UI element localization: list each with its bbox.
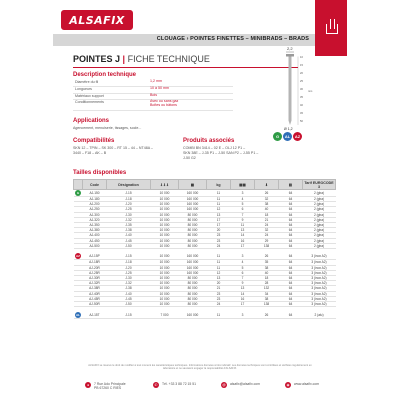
table-cell: 160 000 [179, 207, 207, 212]
table-cell: AJ-30R [83, 275, 107, 280]
scale-label: 10 [300, 56, 303, 59]
table-cell: AJ-200 [83, 202, 107, 207]
table-cell: 10 000 [151, 286, 179, 291]
table-cell: 10 000 [151, 253, 179, 260]
table-cell: 10 000 [151, 190, 179, 197]
table-cell: 64 [279, 243, 303, 248]
spec-value: 10 à 50 mm [148, 87, 233, 94]
table-cell: 160 000 [179, 197, 207, 202]
table-cell: 26 [255, 253, 279, 260]
category-breadcrumb: CLOUAGE › POINTES FINETTES – MINIBRADS – BRADS [156, 36, 309, 42]
table-cell: 80 000 [179, 222, 207, 227]
table-cell: 16 [231, 296, 255, 301]
table-cell: 64 [279, 253, 303, 260]
table-cell: AJ-350 [83, 222, 107, 227]
group-icon-cell [74, 312, 83, 319]
table-cell: AJ-150 [83, 190, 107, 197]
column-header: ⬇ [255, 180, 279, 190]
email-link[interactable]: alsafix@alsafix.com [230, 382, 261, 386]
table-cell: 10 000 [151, 212, 179, 217]
table-cell: 132 [255, 286, 279, 291]
table-cell: J-40 [107, 291, 151, 296]
table-cell: 11 [231, 222, 255, 227]
table-cell: 3 [231, 312, 255, 319]
footer-phone [153, 382, 196, 388]
title-divider [73, 67, 298, 68]
table-cell: 14 [231, 233, 255, 238]
table-cell: 80 000 [179, 301, 207, 306]
scale-label: 40 [300, 104, 303, 107]
table-cell: J-30 [107, 212, 151, 217]
column-header: ▦▦ [231, 180, 255, 190]
table-cell: 38 [255, 202, 279, 207]
scale-label: 20 [300, 72, 303, 75]
footer-web [285, 382, 319, 388]
table-cell: 3 (inox A2) [303, 265, 336, 270]
table-cell: AJ-20R [83, 265, 107, 270]
table-cell: 80 000 [179, 212, 207, 217]
table-cell: 64 [279, 190, 303, 197]
phone-text[interactable]: Tél. +33 3 88 72 15 51 [162, 382, 197, 386]
table-cell: 2 (gba) [303, 212, 336, 217]
scale-label: 45 [300, 112, 303, 115]
table-cell: J-40 [107, 233, 151, 238]
table-cell: 40 [255, 270, 279, 275]
table-cell: 64 [279, 212, 303, 217]
table-cell: J-50 [107, 301, 151, 306]
datasheet-page [53, 0, 347, 400]
table-cell: 10 000 [151, 260, 179, 265]
aluminium-badge-icon [283, 132, 292, 141]
diameter-label: Ø 1,2 [284, 127, 293, 131]
address-line: 7 Rue Ado Principale [94, 382, 126, 386]
table-cell: 64 [279, 275, 303, 280]
table-cell: 2 (gba) [303, 217, 336, 222]
table-cell: 160 000 [179, 260, 207, 265]
table-cell: 23 [207, 238, 231, 243]
scale-label: 25 [300, 80, 303, 83]
header-corner-tab [315, 0, 347, 56]
table-cell: 4 [231, 197, 255, 202]
table-cell: 7 [231, 275, 255, 280]
table-cell: 64 [279, 222, 303, 227]
table-cell: AJ-500 [83, 243, 107, 248]
table-cell: J-35 [107, 222, 151, 227]
table-cell: J-45 [107, 296, 151, 301]
table-cell: AJ-25R [83, 270, 107, 275]
table-cell: 9 [231, 281, 255, 286]
table-cell: 26 [255, 312, 279, 319]
column-header: ▤ [279, 180, 303, 190]
legal-disclaimer: ALSAFIX se réserve le droit de modifier à tout moment les caractéristiques techniques. Informations données à titre indicatif. Les données techniques sont contrôlées et vérifiées régulièrement en laboratoire et ne sauraient engager la responsabilité d'ALSAFIX. [88, 364, 312, 371]
table-cell: 3 (inox A2) [303, 270, 336, 275]
table-cell: 10 000 [151, 243, 179, 248]
globe-icon: ◉ [286, 383, 290, 387]
footer [73, 380, 335, 394]
table-cell: 3 (inox A2) [303, 281, 336, 286]
spec-key: Diamètre du fil [73, 80, 148, 87]
table-cell: 11 [207, 202, 231, 207]
table-cell: 80 000 [179, 296, 207, 301]
spec-key: Matériaux support [73, 93, 148, 100]
table-cell: 17 [207, 222, 231, 227]
table-cell: J-15 [107, 253, 151, 260]
table-cell: AJ-32R [83, 281, 107, 286]
table-cell: J-18 [107, 197, 151, 202]
table-cell: 13 [207, 212, 231, 217]
table-cell: 80 000 [179, 217, 207, 222]
length-scale [300, 55, 312, 123]
table-cell: 11 [207, 260, 231, 265]
table-cell: 32 [255, 228, 279, 233]
table-cell: AJ-400 [83, 233, 107, 238]
finish-badge-icon: G [76, 191, 80, 195]
table-cell: 10 000 [151, 197, 179, 202]
table-cell: 64 [279, 296, 303, 301]
table-cell: 16 [231, 238, 255, 243]
table-cell: J-30 [107, 275, 151, 280]
spec-key: Conditionnements [73, 100, 148, 111]
table-cell: 160 000 [179, 270, 207, 275]
table-cell: J-20 [107, 202, 151, 207]
related-line: COMBI BN 3414 – 02 E – OLJ 12 P1 – [183, 146, 246, 150]
table-cell: AJ-40R [83, 291, 107, 296]
table-cell: 64 [279, 265, 303, 270]
table-cell: 10 000 [151, 233, 179, 238]
table-cell: 160 000 [179, 202, 207, 207]
table-cell: 20 [207, 281, 231, 286]
table-cell: J-32 [107, 217, 151, 222]
column-header: ⇓⇓⇓ [151, 180, 179, 190]
scale-label: 30 [300, 88, 303, 91]
table-cell: 64 [279, 217, 303, 222]
table-cell: 11 [207, 265, 231, 270]
table-cell: 7 [231, 212, 255, 217]
table-cell: 5 [231, 265, 255, 270]
compat-line: SKN 12 – TPIN – SK 300 – RT 15 – 44 – NT48A – [73, 146, 153, 150]
table-cell: 3 [231, 190, 255, 197]
table-cell: 2 (gba) [303, 228, 336, 233]
table-row [74, 190, 336, 197]
applications-text: Agencement, menuiserie, tissages, socle... [73, 126, 142, 130]
table-cell: 64 [279, 228, 303, 233]
table-cell: 80 000 [179, 243, 207, 248]
title-separator: | [122, 54, 126, 64]
sizes-table [73, 179, 336, 319]
table-cell: 160 000 [179, 312, 207, 319]
table-cell: 10 000 [151, 296, 179, 301]
table-cell: 34 [255, 291, 279, 296]
nail-dimension-figure [275, 46, 315, 146]
table-cell: AJ-45R [83, 296, 107, 301]
column-header: kg [207, 180, 231, 190]
column-header: Désignation [107, 180, 151, 190]
scale-label: 15 [300, 64, 303, 67]
table-cell: 2 (gba) [303, 238, 336, 243]
badge-text: G [275, 134, 280, 139]
table-cell: 3 (inox A2) [303, 275, 336, 280]
table-cell: 160 000 [179, 190, 207, 197]
scale-label: 35 [300, 96, 303, 99]
table-cell: 23 [207, 233, 231, 238]
table-cell: 3 (inox A2) [303, 260, 336, 265]
table-cell: AJ-15P [83, 253, 107, 260]
table-cell: 10 000 [151, 270, 179, 275]
table-cell: 26 [255, 190, 279, 197]
table-cell: J-38 [107, 286, 151, 291]
table-cell: J-15 [107, 312, 151, 319]
spec-value: Bois [148, 93, 233, 100]
table-cell: 10 000 [151, 301, 179, 306]
table-cell: 160 000 [179, 253, 207, 260]
table-cell: 35 [255, 260, 279, 265]
table-cell: 64 [279, 281, 303, 286]
scale-unit: mm [308, 90, 313, 93]
table-cell: J-25 [107, 270, 151, 275]
category-bar [53, 34, 315, 46]
table-cell: AJ-380 [83, 228, 107, 233]
table-cell: 80 000 [179, 291, 207, 296]
table-cell: 10 000 [151, 202, 179, 207]
table-cell: 13 [207, 275, 231, 280]
mail-icon: @ [222, 383, 226, 387]
table-cell: 4 [231, 260, 255, 265]
group-icon-header [74, 180, 83, 190]
phone-icon: ✆ [154, 383, 158, 387]
table-cell: 64 [279, 301, 303, 306]
table-cell: 10 000 [151, 291, 179, 296]
table-cell: 7 000 [151, 312, 179, 319]
table-cell: 11 [207, 312, 231, 319]
nail-category-icon [326, 24, 338, 34]
table-cell: 64 [279, 238, 303, 243]
table-cell: AJ-300 [83, 212, 107, 217]
description-table [73, 80, 233, 111]
table-cell: 18 [255, 212, 279, 217]
table-cell: 21 [207, 286, 231, 291]
table-cell: 64 [279, 260, 303, 265]
table-cell: J-15 [107, 190, 151, 197]
table-cell: 3 (inox A2) [303, 286, 336, 291]
table-cell: 23 [207, 296, 231, 301]
table-cell: 3 (inox A2) [303, 296, 336, 301]
sizes-table-body [74, 190, 336, 319]
table-cell: 2 (gba) [303, 207, 336, 212]
table-cell: AJ-180 [83, 197, 107, 202]
table-cell: J-32 [107, 281, 151, 286]
table-cell: 64 [279, 286, 303, 291]
table-cell: 6 [231, 270, 255, 275]
table-cell: 3 (inox A2) [303, 291, 336, 296]
table-cell: 80 000 [179, 228, 207, 233]
head-width-label: 2,2 [287, 46, 293, 51]
table-cell: 80 000 [179, 233, 207, 238]
table-cell: 80 000 [179, 238, 207, 243]
table-cell: AJ-450 [83, 238, 107, 243]
address-text [94, 382, 126, 390]
table-cell: 80 000 [179, 275, 207, 280]
table-cell: 20 [207, 228, 231, 233]
column-header: Code [83, 180, 107, 190]
table-cell: 23 [207, 291, 231, 296]
related-heading: Produits associés [183, 138, 235, 144]
table-cell: 10 000 [151, 275, 179, 280]
table-cell: 64 [279, 312, 303, 319]
table-cell: AJ-38R [83, 286, 107, 291]
logo-text: ALSAFIX [69, 13, 125, 27]
table-cell: 24 [255, 222, 279, 227]
website-link[interactable]: www.alsafix.com [294, 382, 320, 386]
spec-value: Avec ou sans gaz Boîtes ou bâtons [148, 100, 233, 111]
footer-address [85, 382, 126, 390]
table-cell: 160 000 [179, 265, 207, 270]
spec-value: 1,2 mm [148, 80, 233, 87]
table-cell: 38 [255, 265, 279, 270]
table-cell: 9 [231, 217, 255, 222]
table-cell: J-45 [107, 238, 151, 243]
column-header: ▦ [179, 180, 207, 190]
table-cell: 6 [231, 207, 255, 212]
table-cell: 10 000 [151, 281, 179, 286]
table-cell: 10 000 [151, 217, 179, 222]
table-cell: 10 000 [151, 222, 179, 227]
nail-drawing [275, 46, 315, 146]
table-cell: 17 [231, 301, 255, 306]
badge-text: AZ [294, 134, 301, 139]
product-name: POINTES J [73, 54, 121, 64]
table-cell: J-18 [107, 260, 151, 265]
footer-email [221, 382, 260, 388]
table-cell: 13 [231, 228, 255, 233]
related-line: J-50 G2 [183, 156, 196, 160]
table-cell: 24 [255, 233, 279, 238]
table-cell: 11 [207, 197, 231, 202]
compat-heading: Compatibilités [73, 138, 115, 144]
table-cell: 10 000 [151, 228, 179, 233]
table-cell: 64 [279, 270, 303, 275]
table-header-row [74, 180, 336, 190]
nail-point [289, 121, 292, 126]
table-cell: 28 [255, 281, 279, 286]
table-cell: 17 [207, 217, 231, 222]
table-cell: J-50 [107, 243, 151, 248]
description-row [73, 100, 233, 111]
table-cell: 2 (gba) [303, 190, 336, 197]
compat-line: 3440 – F18 – AK – B [73, 151, 107, 155]
group-icon-cell [74, 190, 83, 197]
table-cell: AJ-320 [83, 217, 107, 222]
table-cell: 64 [279, 207, 303, 212]
table-cell: 138 [255, 301, 279, 306]
table-cell: 80 000 [179, 281, 207, 286]
scale-label: 50 [300, 120, 303, 123]
table-cell: 14 [231, 291, 255, 296]
table-cell: 10 000 [151, 265, 179, 270]
table-cell: 10 000 [151, 238, 179, 243]
table-cell: 40 [255, 207, 279, 212]
table-cell: AJ-50R [83, 301, 107, 306]
finish-badge-icon: AZ [76, 254, 80, 259]
table-cell: J-25 [107, 207, 151, 212]
table-cell: 64 [279, 233, 303, 238]
finish-badge-icon: AL [76, 312, 80, 317]
stainless-badge-icon [293, 132, 302, 141]
table-cell: 18 [255, 275, 279, 280]
spec-key: Longueurs [73, 87, 148, 94]
title-subtitle: FICHE TECHNIQUE [127, 54, 210, 64]
table-cell: 5 [231, 202, 255, 207]
table-cell: 21 [255, 217, 279, 222]
table-cell: 64 [279, 197, 303, 202]
table-cell: 3 (inox A2) [303, 253, 336, 260]
table-cell: 24 [207, 243, 231, 248]
related-line: SKN 38E – J-35 P1 – J-50 SAN P2 – J-55 P1 – [183, 151, 259, 155]
table-cell: 2 (gba) [303, 222, 336, 227]
table-row [74, 312, 336, 319]
table-cell: J-38 [107, 228, 151, 233]
sizes-heading: Tailles disponibles [73, 170, 127, 176]
table-cell: 2 (gba) [303, 202, 336, 207]
address-line: PB 67260 C RIES [94, 386, 122, 390]
table-cell: 10 000 [151, 207, 179, 212]
nail-head [286, 54, 294, 57]
table-cell: AJ-15T [83, 312, 107, 319]
table-cell: 24 [207, 301, 231, 306]
table-cell: 64 [279, 291, 303, 296]
table-cell: J-20 [107, 265, 151, 270]
description-heading: Description technique [73, 72, 137, 78]
alsafix-logo [61, 10, 133, 30]
table-cell: 64 [279, 202, 303, 207]
table-cell: 11 [207, 190, 231, 197]
location-pin-icon: ● [86, 383, 90, 387]
table-cell: 32 [255, 197, 279, 202]
table-cell: 12 [207, 270, 231, 275]
table-cell: AJ-250 [83, 207, 107, 212]
table-cell: 3 (inox A2) [303, 301, 336, 306]
table-cell: 80 000 [179, 286, 207, 291]
table-cell: 29 [255, 238, 279, 243]
table-cell: 3 [231, 253, 255, 260]
table-cell: 2 (alu) [303, 312, 336, 319]
page-title [73, 54, 210, 64]
table-cell: 11 [207, 253, 231, 260]
table-cell: 138 [255, 243, 279, 248]
table-cell: AJ-18R [83, 260, 107, 265]
column-header: Tarif EUROCODE 3 [304, 180, 334, 189]
table-cell: 2 (gba) [303, 233, 336, 238]
table-cell: 2 (gba) [303, 197, 336, 202]
applications-heading: Applications [73, 118, 110, 124]
nail-shank [289, 57, 292, 121]
table-cell: 38 [255, 296, 279, 301]
table-cell: 2 (gba) [303, 243, 336, 248]
galvanized-badge-icon [273, 132, 282, 141]
badge-text: AL [284, 134, 291, 139]
table-cell: 13 [231, 286, 255, 291]
table-cell: 17 [231, 243, 255, 248]
table-cell: 12 [207, 207, 231, 212]
